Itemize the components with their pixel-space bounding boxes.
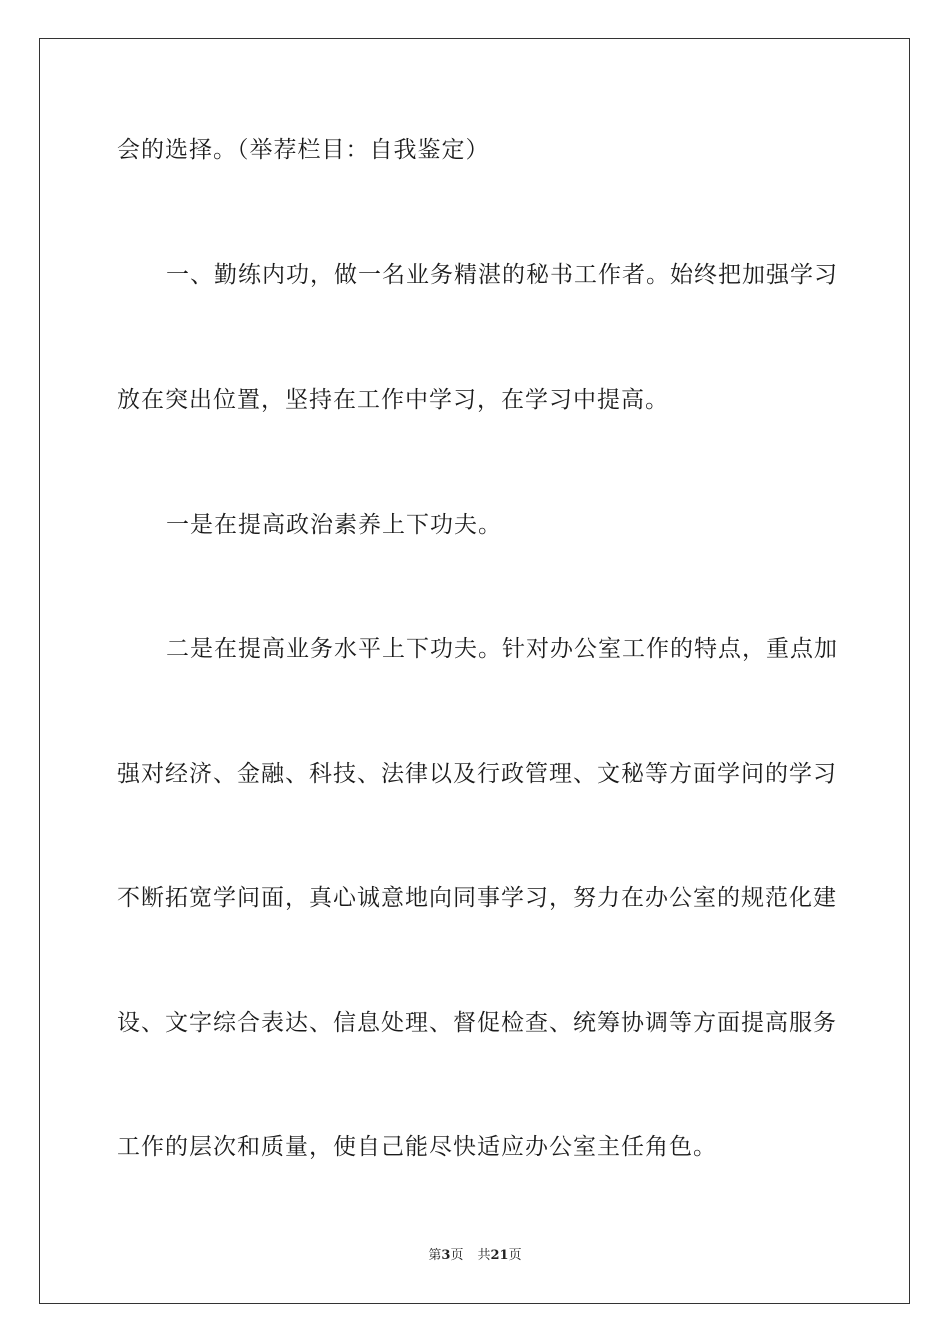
total-suffix: 页 <box>508 1248 522 1263</box>
paragraph-line: 工作的层次和质量，使自己能尽快适应办公室主任角色。 <box>117 1134 717 1160</box>
page-prefix: 第 <box>428 1248 442 1263</box>
total-pages: 21 <box>490 1248 509 1263</box>
paragraph-line: 会的选择。（举荐栏目：自我鉴定） <box>117 137 490 163</box>
page-frame <box>39 38 910 1304</box>
page-footer <box>0 1247 950 1265</box>
paragraph-line: 强对经济、金融、科技、法律以及行政管理、文秘等方面学问的学习 <box>117 761 837 787</box>
paragraph-line: 放在突出位置，坚持在工作中学习，在学习中提高。 <box>117 387 669 413</box>
paragraph-line: 一是在提高政治素养上下功夫。 <box>166 512 502 538</box>
paragraph-line: 一、勤练内功，做一名业务精湛的秘书工作者。始终把加强学习 <box>166 262 838 288</box>
paragraph-line: 设、文字综合表达、信息处理、督促检查、统筹协调等方面提高服务 <box>117 1010 837 1036</box>
total-prefix: 共 <box>477 1248 491 1263</box>
paragraph-line: 二是在提高业务水平上下功夫。针对办公室工作的特点，重点加 <box>166 636 838 662</box>
page-suffix: 页 <box>450 1248 464 1263</box>
page-number: 3 <box>441 1248 451 1263</box>
paragraph-line: 不断拓宽学问面，真心诚意地向同事学习，努力在办公室的规范化建 <box>117 885 837 911</box>
